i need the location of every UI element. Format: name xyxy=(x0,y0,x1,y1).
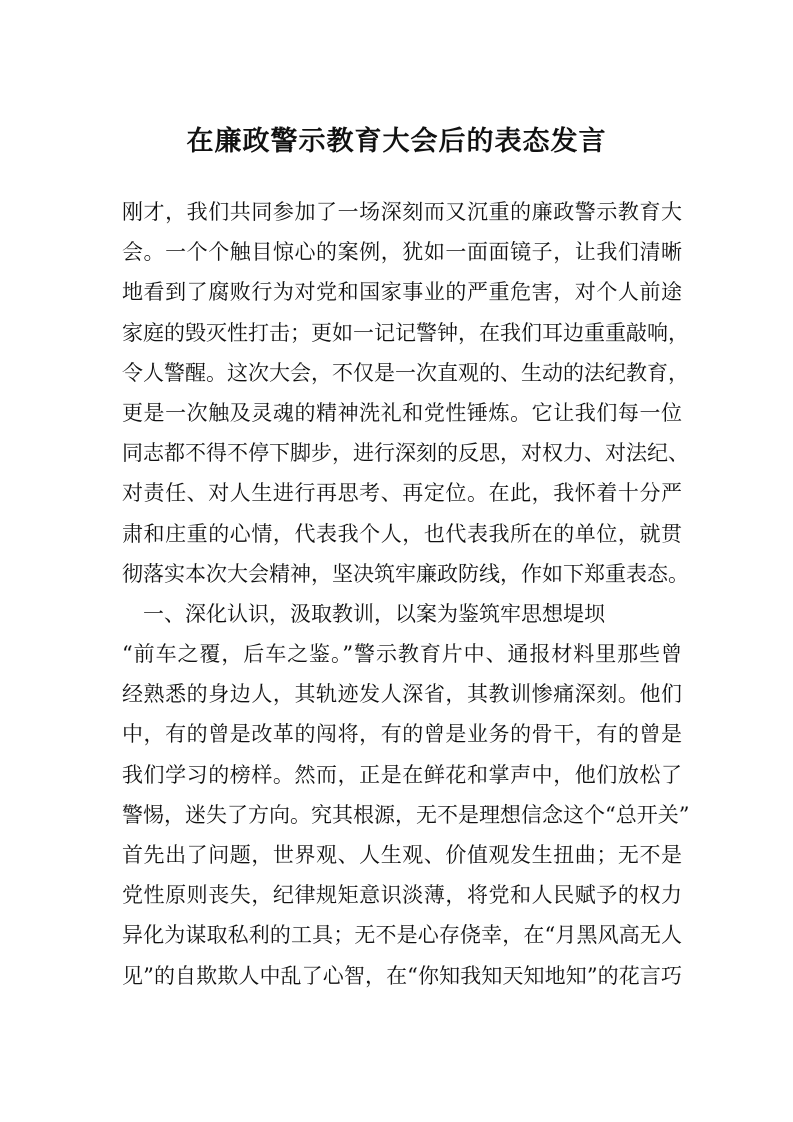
paragraph-line: 更是一次触及灵魂的精神洗礼和党性锤炼。它让我们每一位 xyxy=(122,400,682,425)
paragraph-line: 中，有的曾是改革的闯将，有的曾是业务的骨干，有的曾是 xyxy=(122,722,682,747)
paragraph-line: 地看到了腐败行为对党和国家事业的严重危害，对个人前途 xyxy=(122,280,682,305)
document-title: 在廉政警示教育大会后的表态发言 xyxy=(186,126,607,157)
paragraph-line: 肃和庄重的心情，代表我个人，也代表我所在的单位，就贯 xyxy=(122,521,682,546)
paragraph-line: 令人警醒。这次大会，不仅是一次直观的、生动的法纪教育， xyxy=(122,360,689,385)
document-body xyxy=(122,192,690,996)
paragraph-line: 见”的自欺欺人中乱了心智，在“你知我知天知地知”的花言巧 xyxy=(122,963,682,988)
paragraph-line: 首先出了问题，世界观、人生观、价值观发生扭曲；无不是 xyxy=(122,843,682,867)
paragraph-line: 对责任、对人生进行再思考、再定位。在此，我怀着十分严 xyxy=(122,481,682,506)
paragraph-line: 彻落实本次大会精神，坚决筑牢廉政防线，作如下郑重表态。 xyxy=(122,561,689,586)
paragraph-line: 刚才，我们共同参加了一场深刻而又沉重的廉政警示教育大 xyxy=(122,200,682,224)
paragraph-line: 异化为谋取私利的工具；无不是心存侥幸，在“月黑风高无人 xyxy=(122,923,682,948)
paragraph-line: 我们学习的榜样。然而，正是在鲜花和掌声中，他们放松了 xyxy=(122,762,682,787)
paragraph-line: 经熟悉的身边人，其轨迹发人深省，其教训惨痛深刻。他们 xyxy=(122,682,682,707)
section-heading: 一、深化认识，汲取教训，以案为鉴筑牢思想堤坝 xyxy=(143,601,605,626)
paragraph-line: 同志都不得不停下脚步，进行深刻的反思，对权力、对法纪、 xyxy=(122,441,689,466)
paragraph-line: 警惕，迷失了方向。究其根源，无不是理想信念这个“总开关” xyxy=(122,802,690,827)
paragraph-line: “前车之覆，后车之鉴。”警示教育片中、通报材料里那些曾 xyxy=(122,642,682,667)
paragraph-line: 家庭的毁灭性打击；更如一记记警钟，在我们耳边重重敲响， xyxy=(122,320,689,345)
paragraph-line: 党性原则丧失，纪律规矩意识淡薄，将党和人民赋予的权力 xyxy=(122,883,682,908)
paragraph-line: 会。一个个触目惊心的案例，犹如一面面镜子，让我们清晰 xyxy=(122,240,682,265)
